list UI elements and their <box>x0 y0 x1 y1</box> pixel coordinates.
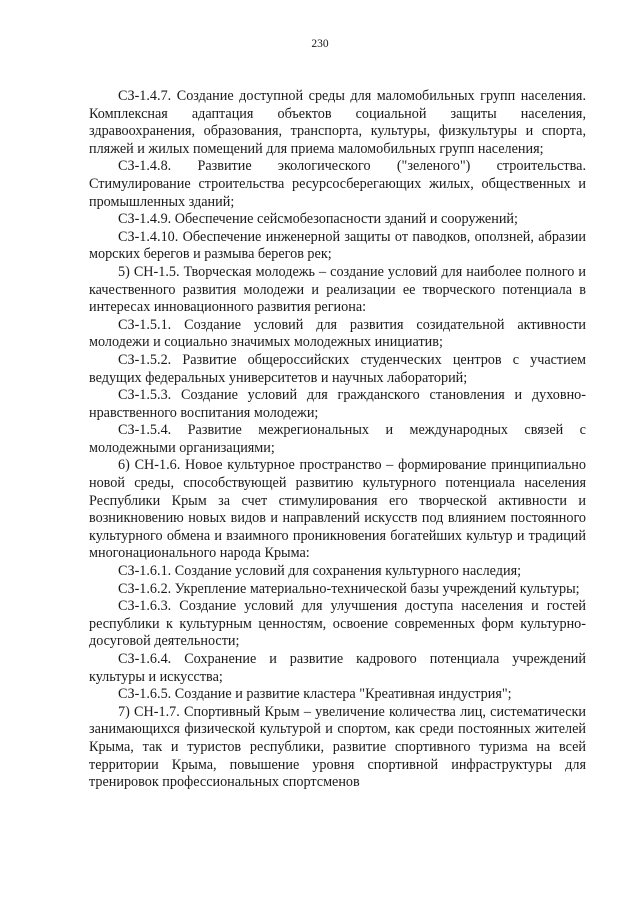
paragraph-sz-1-6-3: СЗ-1.6.3. Создание условий для улучшения доступа населения и гостей республики к культурным ценностям, освоение современных форм культурно-досуговой деятельности; <box>89 598 586 650</box>
paragraph-sz-1-6-4: СЗ-1.6.4. Сохранение и развитие кадрового потенциала учреждений культуры и искусства; <box>89 651 586 685</box>
paragraph-sn-1-6: 6) СН-1.6. Новое культурное пространство – формирование принципиально новой среды, способствующей развитию культурного потенциала населения Республики Крым за счет стимулирования его творческой активности и возникновению новых видов и направлений искусств под влиянием постоянного культурного обмена и взаимного проникновения богатейших культур и традиций многонационального народа Крыма: <box>89 457 586 562</box>
paragraph-sz-1-6-1: СЗ-1.6.1. Создание условий для сохранения культурного наследия; <box>118 563 522 580</box>
paragraph-sz-1-5-1: СЗ-1.5.1. Создание условий для развития созидательной активности молодежи и социально значимых молодежных инициатив; <box>89 316 586 351</box>
paragraph-sz-1-6-5: СЗ-1.6.5. Создание и развитие кластера "Креативная индустрия"; <box>118 686 512 703</box>
paragraph-sz-1-5-4: СЗ-1.5.4. Развитие межрегиональных и международных связей с молодежными организациями; <box>89 422 586 456</box>
paragraph-sz-1-5-3: СЗ-1.5.3. Создание условий для гражданского становления и духовно-нравственного воспитания молодежи; <box>89 387 586 421</box>
paragraph-sz-1-4-7: СЗ-1.4.7. Создание доступной среды для маломобильных групп населения. Комплексная адаптация объектов социальной защиты населения, здравоохранения, образования, транспорта, культуры, физкультуры и спорта, пляжей и жилых помещений для приема маломобильных групп населения; <box>89 88 586 157</box>
paragraph-sz-1-5-2: СЗ-1.5.2. Развитие общероссийских студенческих центров с участием ведущих федеральных университетов и научных лабораторий; <box>89 351 586 386</box>
paragraph-sz-1-4-10: СЗ-1.4.10. Обеспечение инженерной защиты от паводков, оползней, абразии морских берегов и размыва берегов рек; <box>89 228 586 263</box>
paragraph-sn-1-7: 7) СН-1.7. Спортивный Крым – увеличение количества лиц, систематически занимающихся физической культурой и спортом, как среди постоянных жителей Крыма, так и туристов республики, развитие спортивного туризма на всей территории Крыма, повышение уровня спортивной инфраструктуры для тренировок профессиональных спортсменов <box>89 703 586 791</box>
page-number: 230 <box>311 38 329 50</box>
paragraph-sz-1-4-8: СЗ-1.4.8. Развитие экологического ("зеленого") строительства. Стимулирование строительства ресурсосберегающих жилых, общественных и промышленных зданий; <box>89 158 586 210</box>
paragraph-sz-1-6-2: СЗ-1.6.2. Укрепление материально-технической базы учреждений культуры; <box>118 580 580 597</box>
paragraph-sn-1-5: 5) СН-1.5. Творческая молодежь – создание условий для наиболее полного и качественного развития молодежи и реализации ее творческого потенциала в интересах инновационного развития региона: <box>89 263 586 316</box>
paragraph-sz-1-4-9: СЗ-1.4.9. Обеспечение сейсмобезопасности зданий и сооружений; <box>118 211 518 228</box>
document-body <box>89 88 586 792</box>
